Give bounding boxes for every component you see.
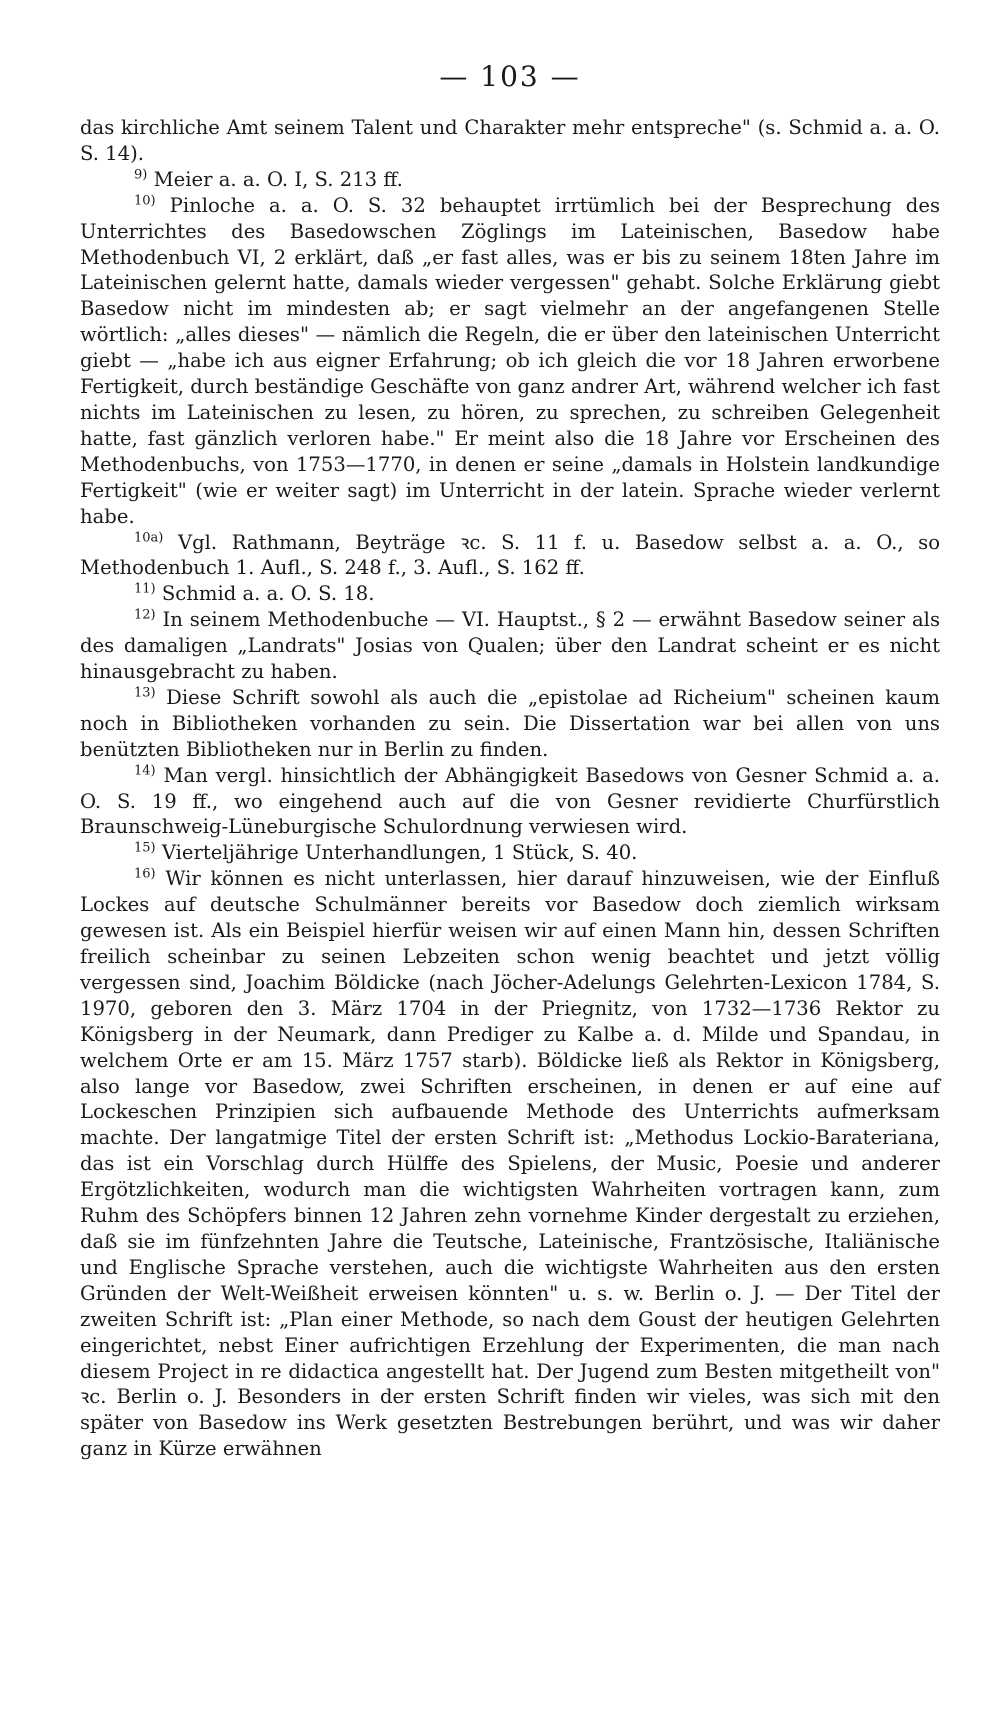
footnote-text: Diese Schrift sowohl als auch die „epistolae ad Richeium" scheinen kaum noch in Bibliotheken vorhanden zu sein. Die Dissertation war bei allen von uns benützten Bibliotheken nur in Berlin zu finden. [80, 685, 941, 761]
footnote-text: Meier a. a. O. I, S. 213 ff. [153, 167, 403, 191]
footnote-text: Vgl. Rathmann, Beyträge ꝛc. S. 11 f. u. Basedow selbst a. a. O., so Methodenbuch 1. Aufl., S. 248 f., 3. Aufl., S. 162 ff. [80, 530, 940, 580]
footnote-p9 [80, 167, 940, 193]
footnote-p15 [80, 840, 940, 866]
footnote-body [80, 115, 940, 1462]
footnote-marker: 12) [134, 607, 156, 623]
footnote-marker: 16) [134, 866, 156, 882]
footnote-p16 [80, 866, 940, 1462]
footnote-p0 [80, 115, 940, 167]
document-page [80, 60, 940, 1700]
footnote-marker: 13) [134, 685, 156, 701]
page-number: — 103 — [439, 60, 581, 93]
footnote-p12 [80, 607, 940, 685]
footnote-p14 [80, 763, 940, 841]
footnote-marker: 14) [134, 763, 156, 779]
footnote-marker: 10a) [134, 529, 164, 545]
footnote-p11 [80, 581, 940, 607]
footnote-text: Pinloche a. a. O. S. 32 behauptet irrtümlich bei der Besprechung des Unterrichtes des Basedowschen Zöglings im Lateinischen, Basedow habe Methodenbuch VI, 2 erklärt, daß „er fast alles, was er bis zu seinem 18ten Jahre im Lateinischen gelernt hatte, damals wieder vergessen" gehabt. Solche Erklärung giebt Basedow nicht im mindesten ab; er sagt vielmehr an der angefangenen Stelle wörtlich: „alles dieses" — nämlich die Regeln, die er über den lateinischen Unterricht giebt — „habe ich aus eigner Erfahrung; ob ich gleich die vor 18 Jahren erworbene Fertigkeit, durch beständige Geschäfte von ganz andrer Art, während welcher ich fast nichts im Lateinischen zu lesen, zu hören, zu sprechen, zu schreiben Gelegenheit hatte, fast gänzlich verloren habe." Er meint also die 18 Jahre vor Erscheinen des Methodenbuchs, von 1753—1770, in denen er seine „damals in Holstein landkundige Fertigkeit" (wie er weiter sagt) im Unterricht in der latein. Sprache wieder verlernt habe. [80, 193, 941, 528]
footnote-text: das kirchliche Amt seinem Talent und Charakter mehr entspreche" (s. Schmid a. a. O. S. 14). [80, 116, 940, 165]
footnote-text: Schmid a. a. O. S. 18. [161, 582, 375, 606]
footnote-text: In seinem Methodenbuche — VI. Hauptst., § 2 — erwähnt Basedow seiner als des damaligen „Landrats" Josias von Qualen; über den Landrat scheint er es nicht hinausgebracht zu haben. [80, 608, 941, 684]
footnote-text: Man vergl. hinsichtlich der Abhängigkeit Basedows von Gesner Schmid a. a. O. S. 19 ff., wo eingehend auch auf die von Gesner revidierte Churfürstlich Braunschweig-Lüneburgische Schulordnung verwiesen wird. [80, 763, 941, 839]
footnote-marker: 15) [134, 840, 156, 856]
footnote-p10a [80, 530, 940, 582]
footnote-marker: 10) [134, 193, 156, 209]
footnote-marker: 11) [134, 581, 156, 597]
footnote-text: Wir können es nicht unterlassen, hier darauf hinzuweisen, wie der Einfluß Lockes auf deutsche Schulmänner bereits vor Basedow doch ziemlich wirksam gewesen ist. Als ein Beispiel hierfür weisen wir auf einen Mann hin, dessen Schriften freilich scheinbar zu seinen Lebzeiten schon wenig beachtet und jetzt völlig vergessen sind, Joachim Böldicke (nach Jöcher-Adelungs Gelehrten-Lexicon 1784, S. 1970, geboren den 3. März 1704 in der Priegnitz, von 1732—1736 Rektor zu Königsberg in der Neumark, dann Prediger zu Kalbe a. d. Milde und Spandau, in welchem Orte er am 15. März 1757 starb). Böldicke ließ als Rektor in Königsberg, also lange vor Basedow, zwei Schriften erscheinen, in denen er auf eine auf Lockeschen Prinzipien sich aufbauende Methode des Unterrichts aufmerksam machte. Der langatmige Titel der ersten Schrift ist: „Methodus Lockio-Barateriana, das ist ein Vorschlag durch Hülffe des Spielens, der Music, Poesie und anderer Ergötzlichkeiten, wodurch man die wichtigsten Wahrheiten vortragen kann, zum Ruhm des Schöpfers binnen 12 Jahren zehn vornehme Kinder dergestalt zu erziehen, daß sie im fünfzehnten Jahre die Teutsche, Lateinische, Frantzösische, Italiänische und Englische Sprache verstehen, auch die wichtigste Wahrheiten aus den ersten Gründen der Welt-Weißheit erweisen könnten" u. s. w. Berlin o. J. — Der Titel der zweiten Schrift ist: „Plan einer Methode, so nach dem Goust der heutigen Gelehrten eingerichtet, nebst Einer aufrichtigen Erzehlung der Experimenten, die man nach diesem Project in re didactica angestellt hat. Der Jugend zum Besten mitgetheilt von" ꝛc. Berlin o. J. Besonders in der ersten Schrift finden wir vieles, was sich mit den später von Basedow ins Werk gesetzten Bestrebungen berührt, und was wir daher ganz in Kürze erwähnen [80, 867, 940, 1461]
footnote-p13 [80, 685, 940, 763]
footnote-text: Vierteljährige Unterhandlungen, 1 Stück, S. 40. [161, 841, 638, 865]
footnote-marker: 9) [134, 167, 148, 183]
footnote-p10 [80, 193, 940, 530]
